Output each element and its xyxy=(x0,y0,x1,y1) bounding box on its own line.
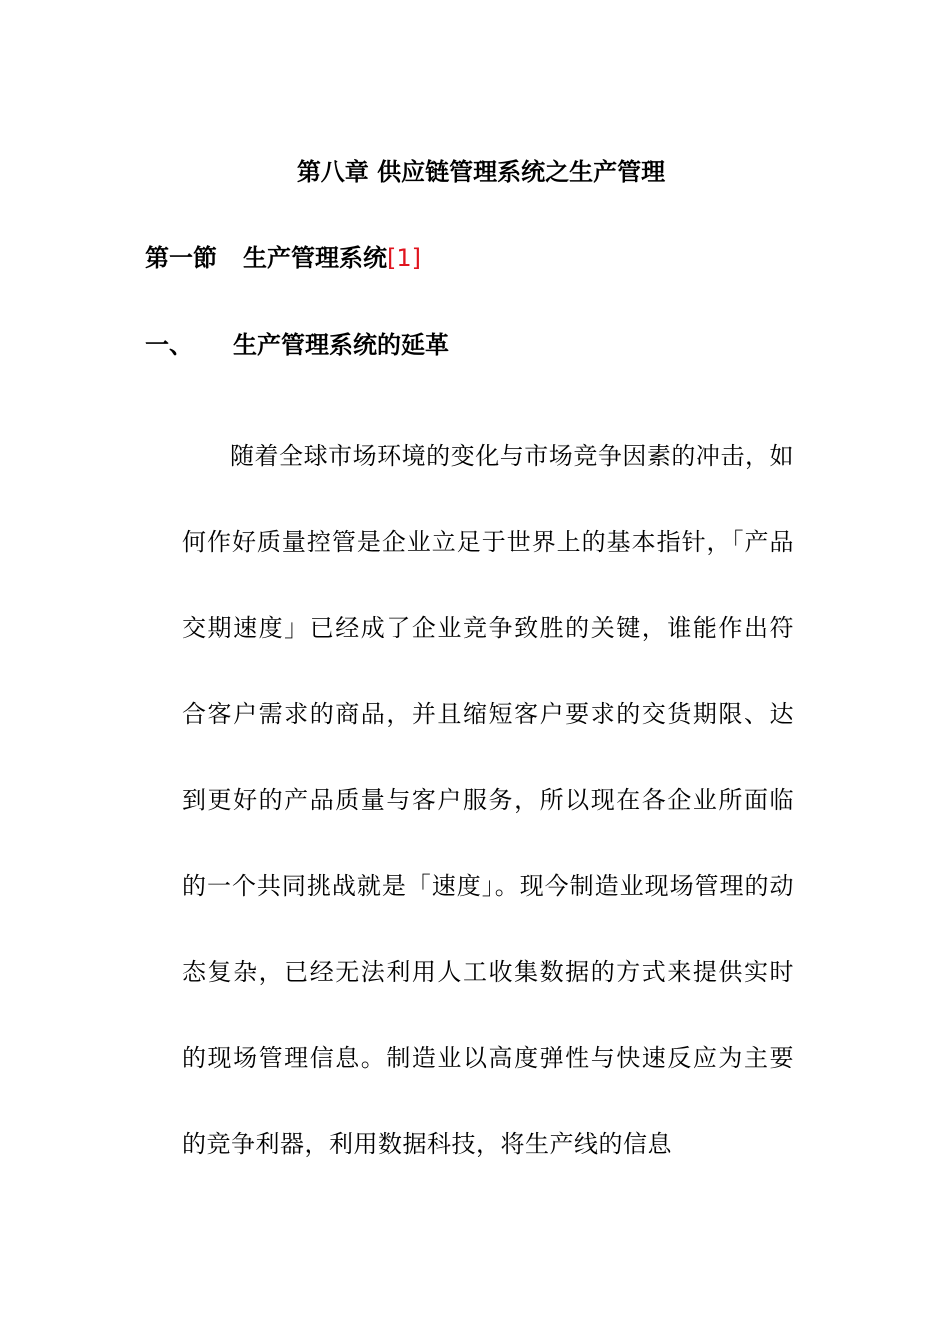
subsection-heading xyxy=(145,325,449,365)
chapter-title: 第八章 供应链管理系统之生产管理 xyxy=(296,158,666,186)
section-heading xyxy=(145,238,421,278)
section-title: 生产管理系统 xyxy=(243,244,387,272)
section-number: 第一節 xyxy=(145,244,217,272)
subsection-number: 一、 xyxy=(145,330,193,359)
subsection-title: 生产管理系统的延革 xyxy=(233,330,449,359)
footnote-reference-link[interactable]: [1] xyxy=(387,244,421,272)
body-paragraph: 随着全球市场环境的变化与市场竞争因素的冲击，如何作好质量控管是企业立足于世界上的基本指针，「产品交期速度」已经成了企业竞争致胜的关键，谁能作出符合客户需求的商品，并且缩短客户要求的交货期限、达到更好的产品质量与客户服务，所以现在各企业所面临的一个共同挑战就是「速度」。现今制造业现场管理的动态复杂，已经无法利用人工收集数据的方式来提供实时的现场管理信息。制造业以高度弹性与快速反应为主要的竞争利器，利用数据科技，将生产线的信息 xyxy=(182,442,794,1158)
